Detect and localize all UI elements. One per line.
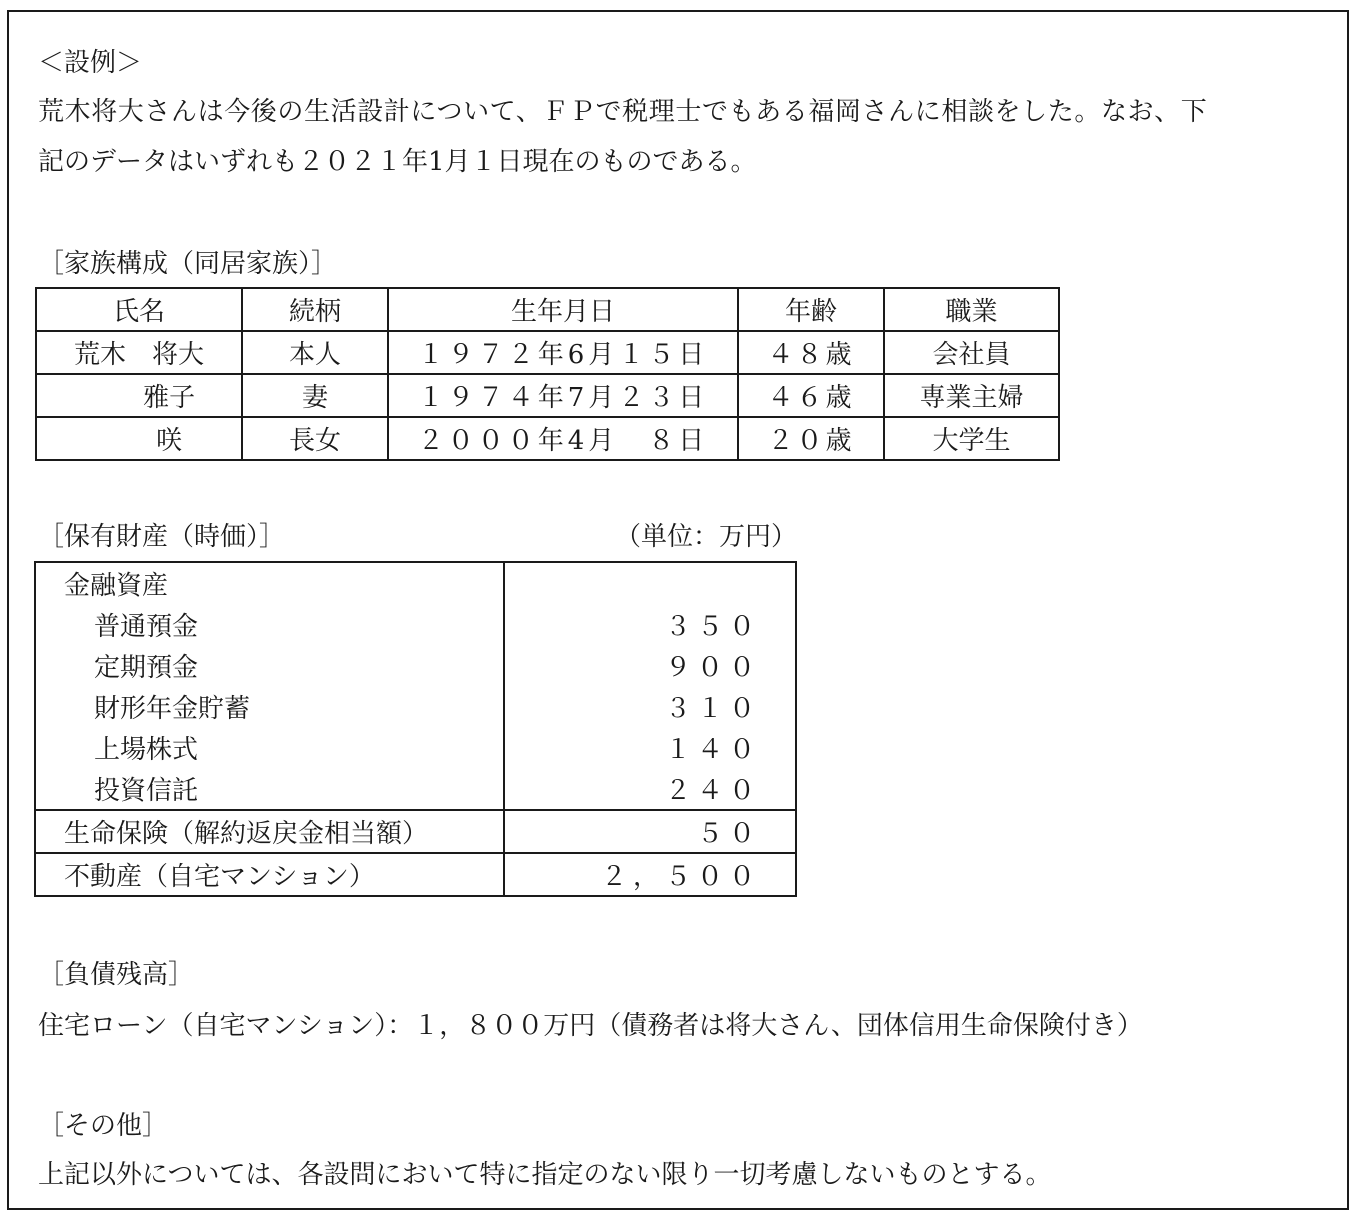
cell-age: ４６歳 [738,374,884,417]
table-row [35,768,796,810]
asset-name: 普通預金 [35,604,504,645]
table-row [35,686,796,727]
table-row [35,810,796,853]
cell-occupation: 専業主婦 [884,374,1059,417]
asset-value: ９００ [504,645,796,686]
other-text: 上記以外については、各設問において特に指定のない限り一切考慮しないものとする。 [38,1160,1052,1190]
intro-line-2: 記のデータはいずれも２０２１年1月１日現在のものである。 [38,147,757,177]
assets-unit: （単位：万円） [615,522,798,552]
table-row [36,331,1059,374]
cell-age: ４８歳 [738,331,884,374]
other-heading: ［その他］ [38,1111,169,1141]
debt-heading: ［負債残高］ [38,960,195,990]
financial-assets-label: 金融資産 [35,562,504,604]
table-row [35,645,796,686]
cell-name: 咲 [36,417,242,460]
asset-name: 投資信託 [35,768,504,810]
intro-line-1: 荒木将大さんは今後の生活設計について、ＦＰで税理士でもある福岡さんに相談をした。なお、下 [38,97,1208,127]
section-title: ＜設例＞ [38,48,143,78]
header-name: 氏名 [36,288,242,331]
header-occupation: 職業 [884,288,1059,331]
header-age: 年齢 [738,288,884,331]
cell-name: 雅子 [36,374,242,417]
table-row [36,417,1059,460]
family-header-row [36,288,1059,331]
asset-value: ３５０ [504,604,796,645]
header-relation: 続柄 [242,288,388,331]
insurance-name: 生命保険（解約返戻金相当額） [35,810,504,853]
table-row [35,853,796,896]
debt-text: 住宅ローン（自宅マンション）：１，８００万円（債務者は将大さん、団体信用生命保険付き） [38,1011,1143,1041]
insurance-value: ５０ [504,810,796,853]
cell-birthdate: １９７４年7月２３日 [388,374,738,417]
asset-name: 財形年金貯蓄 [35,686,504,727]
cell-birthdate: ２０００年4月 ８日 [388,417,738,460]
asset-value: １４０ [504,727,796,768]
asset-name: 定期預金 [35,645,504,686]
table-row [36,374,1059,417]
assets-heading: ［保有財産（時価）］ [38,522,286,552]
cell-relation: 長女 [242,417,388,460]
empty-cell [504,562,796,604]
cell-birthdate: １９７２年6月１５日 [388,331,738,374]
assets-table [34,561,797,897]
table-row [35,562,796,604]
cell-occupation: 大学生 [884,417,1059,460]
realestate-name: 不動産（自宅マンション） [35,853,504,896]
asset-name: 上場株式 [35,727,504,768]
cell-relation: 妻 [242,374,388,417]
asset-value: ３１０ [504,686,796,727]
family-heading: ［家族構成（同居家族）］ [38,249,338,279]
table-row [35,727,796,768]
asset-value: ２４０ [504,768,796,810]
table-row [35,604,796,645]
cell-relation: 本人 [242,331,388,374]
cell-occupation: 会社員 [884,331,1059,374]
cell-age: ２０歳 [738,417,884,460]
family-table [35,287,1060,461]
realestate-value: ２，５００ [504,853,796,896]
header-birthdate: 生年月日 [388,288,738,331]
cell-name: 荒木 将大 [36,331,242,374]
